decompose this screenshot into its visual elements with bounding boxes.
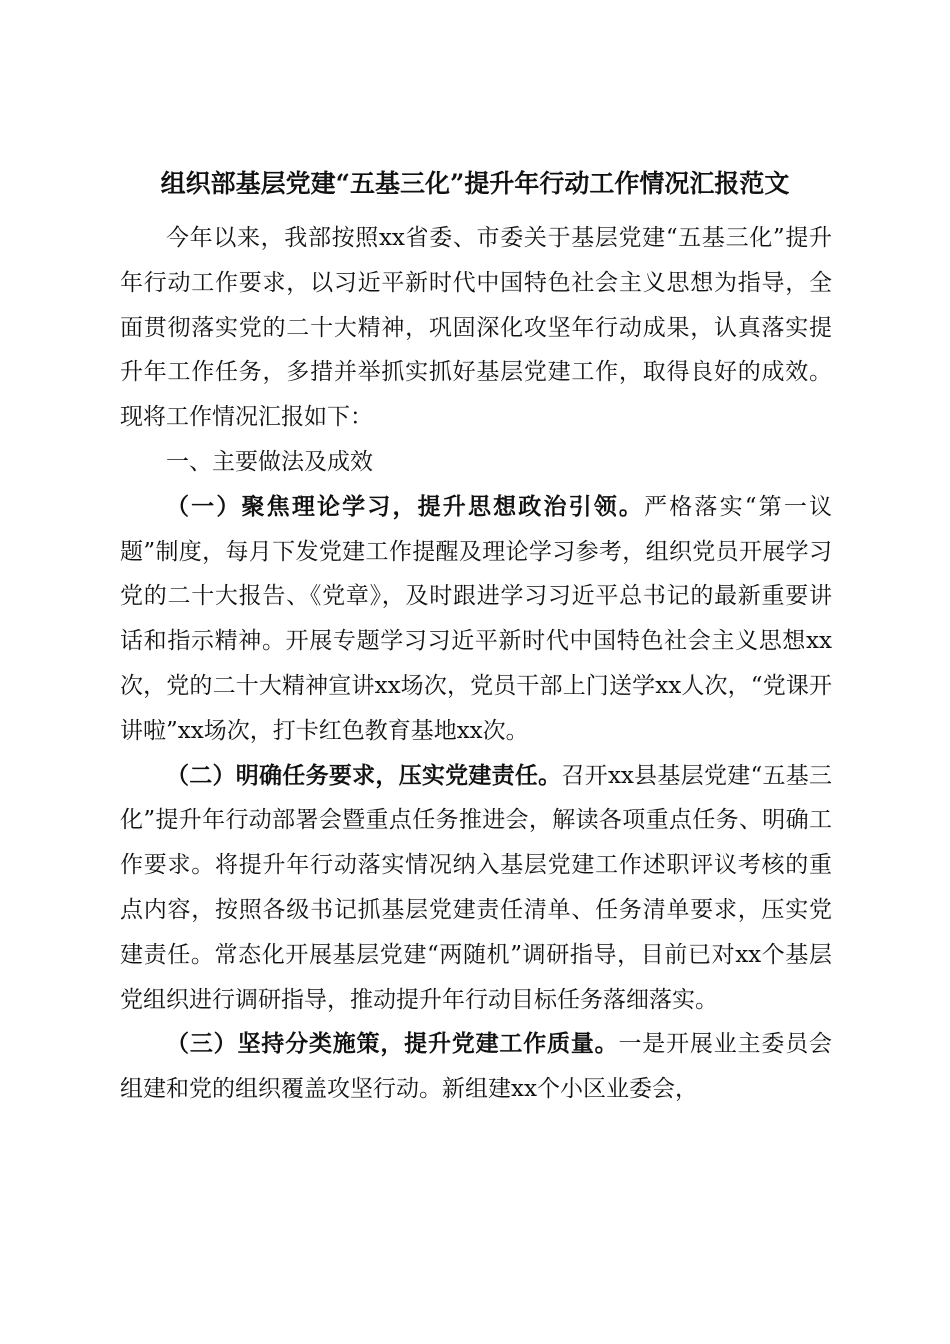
item-body-1: 严格落实“第一议题”制度，每月下发党建工作提醒及理论学习参考，组织党员开展学习党的二十大报告、《党章》，及时跟进学习习近平总书记的最新重要讲话和指示精神。开展专题学习习近平新时代中国特色社会主义思想xx次，党的二十大精神宣讲xx场次，党员干部上门送学xx人次，“党课开讲啦”xx场次，打卡红色教育基地xx次。 xyxy=(120,493,833,744)
section-heading: 一、主要做法及成效 xyxy=(166,448,373,475)
item-heading-3: （三）坚持分类施策，提升党建工作质量。 xyxy=(166,1030,619,1058)
document-title: 组织部基层党建“五基三化”提升年行动工作情况汇报范文 xyxy=(160,169,790,198)
item-paragraph-2 xyxy=(120,754,832,1023)
item-paragraph-1 xyxy=(120,485,832,754)
item-body-3: 一是开展业主委员会组建和党的组织覆盖攻坚行动。新组建xx个小区业委会， xyxy=(120,1031,833,1103)
item-heading-2: （二）明确任务要求，压实党建责任。 xyxy=(166,761,562,789)
intro-paragraph: 今年以来，我部按照xx省委、市委关于基层党建“五基三化”提升年行动工作要求，以习近平新时代中国特色社会主义思想为指导，全面贯彻落实党的二十大精神，巩固深化攻坚年行动成果，认真落实提升年工作任务，多措并举抓实抓好基层党建工作，取得良好的成效。现将工作情况汇报如下： xyxy=(120,225,832,431)
item-body-2: 召开xx县基层党建“五基三化”提升年行动部署会暨重点任务推进会，解读各项重点任务、明确工作要求。将提升年行动落实情况纳入基层党建工作述职评议考核的重点内容，按照各级书记抓基层党建责任清单、任务清单要求，压实党建责任。常态化开展基层党建“两随机”调研指导，目前已对xx个基层党组织进行调研指导，推动提升年行动目标任务落细落实。 xyxy=(120,762,833,1013)
item-heading-1: （一）聚焦理论学习，提升思想政治引领。 xyxy=(166,492,645,520)
document-body xyxy=(120,216,832,1112)
item-paragraph-3 xyxy=(120,1022,832,1112)
